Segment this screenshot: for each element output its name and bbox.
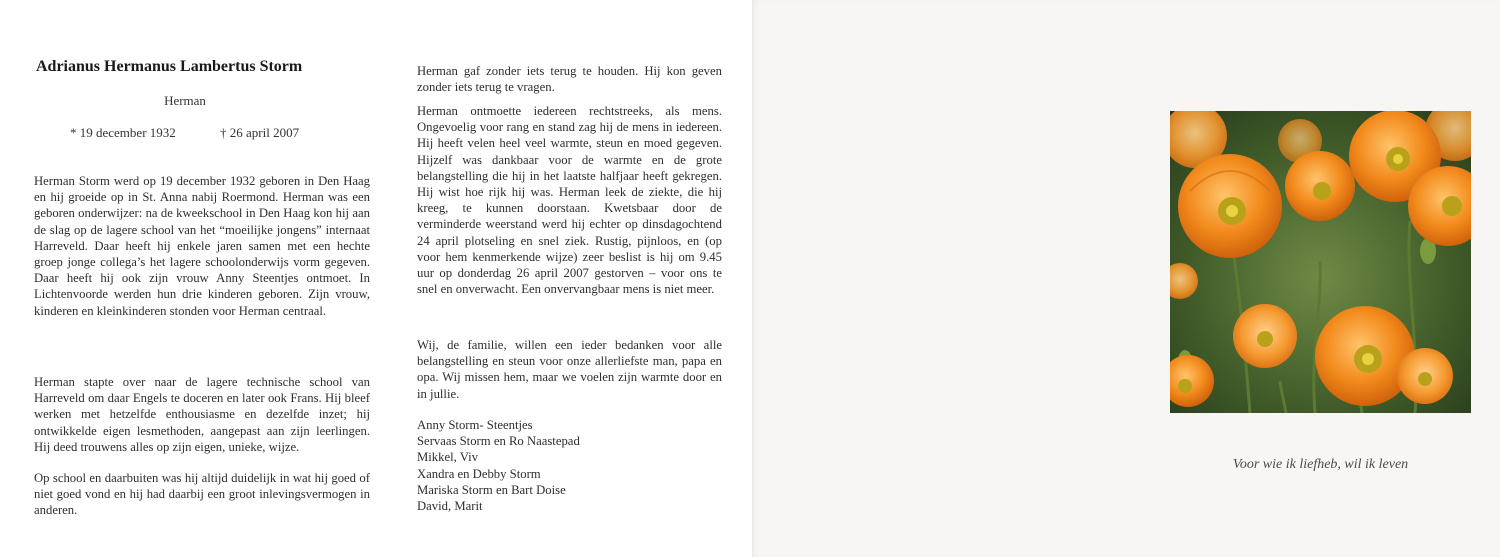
memorial-quote: Voor wie ik liefheb, wil ik leven xyxy=(1232,457,1409,472)
biography-paragraph: Herman Storm werd op 19 december 1932 geboren in Den Haag en hij groeide op in St. Anna nabij Roermond. Herman was een geboren onderwijzer: na de kweekschool in Den Haag kon hij aan de slag op de lagere school van het “moeilijke jongens” internaat Harreveld. Daar heeft hij enkele jaren samen met een hechte groep jonge collega’s het lagere schoolonderwijs vorm gegeven. Daar heeft hij ook zijn vrouw Anny Steentjes ontmoet. In Lichtenvoorde werden hun drie kinderen geboren. Zijn vrouw, kinderen en kleinkinderen stonden voor Herman centraal. xyxy=(34,174,370,318)
memorial-paragraph: Herman ontmoette iedereen rechtstreeks, als mens. Ongevoelig voor rang en stand zag hij de mens in iedereen. Hij heeft velen heel veel warmte, steun en moed gegeven. Hijzelf was dankbaar voor de warmte en de grote belangstelling die hij in het laatste halfjaar heeft gekregen. Hij wist hoe rijk hij was. Herman leek de ziekte, die hij kreeg, te kunnen doorstaan. Kwetsbaar door de verminderde weerstand werd hij echter op dinsdagochtend 24 april plotseling en snel ziek. Rustig, pijnloos, en (op voor hem kenmerkende wijze) zeer beslist is hij om 9.45 uur op donderdag 26 april 2007 gestorven – voor ons te snel en onverwacht. Een onvervangbaar mens is niet meer. xyxy=(417,104,722,297)
orange-poppies-photo xyxy=(1170,111,1471,413)
biography-paragraph: Op school en daarbuiten was hij altijd duidelijk in wat hij goed of niet goed vond en hij had daarbij een groot inlevingsvermogen in anderen. xyxy=(34,471,370,518)
deceased-full-name: Adrianus Hermanus Lambertus Storm xyxy=(36,58,303,75)
card-fold-line xyxy=(752,0,753,557)
signer-name: Anny Storm- Steentjes xyxy=(417,418,533,432)
death-date: † 26 april 2007 xyxy=(220,125,300,140)
signer-name: David, Marit xyxy=(417,499,483,514)
signer-name: Servaas Storm en Ro Naastepad xyxy=(417,434,580,449)
deceased-nickname: Herman xyxy=(164,93,206,108)
family-signers-list xyxy=(417,417,580,514)
birth-date: * 19 december 1932 xyxy=(70,125,176,140)
signer-name: Xandra en Debby Storm xyxy=(417,466,541,481)
biography-paragraph: Herman stapte over naar de lagere technische school van Harreveld om daar Engels te doceren en later ook Frans. Hij bleef werken met hetzelfde enthousiasme en dezelfde inzet; hij ontwikkelde eigen lesmethoden, aangepast aan zijn leerlingen. Hij deed trouwens alles op zijn eigen, unieke, wijze. xyxy=(34,375,370,454)
signer-name: Mariska Storm en Bart Doise xyxy=(417,482,566,497)
thank-you-paragraph: Wij, de familie, willen een ieder bedanken voor alle belangstelling en steun voor onze allerliefste man, papa en opa. Wij missen hem, maar we voelen zijn warmte door en in jullie. xyxy=(417,338,722,401)
memorial-paragraph: Herman gaf zonder iets terug te houden. Hij kon geven zonder iets terug te vragen. xyxy=(417,64,722,95)
signer-name: Mikkel, Viv xyxy=(417,450,479,465)
poppies-illustration xyxy=(1170,111,1471,413)
